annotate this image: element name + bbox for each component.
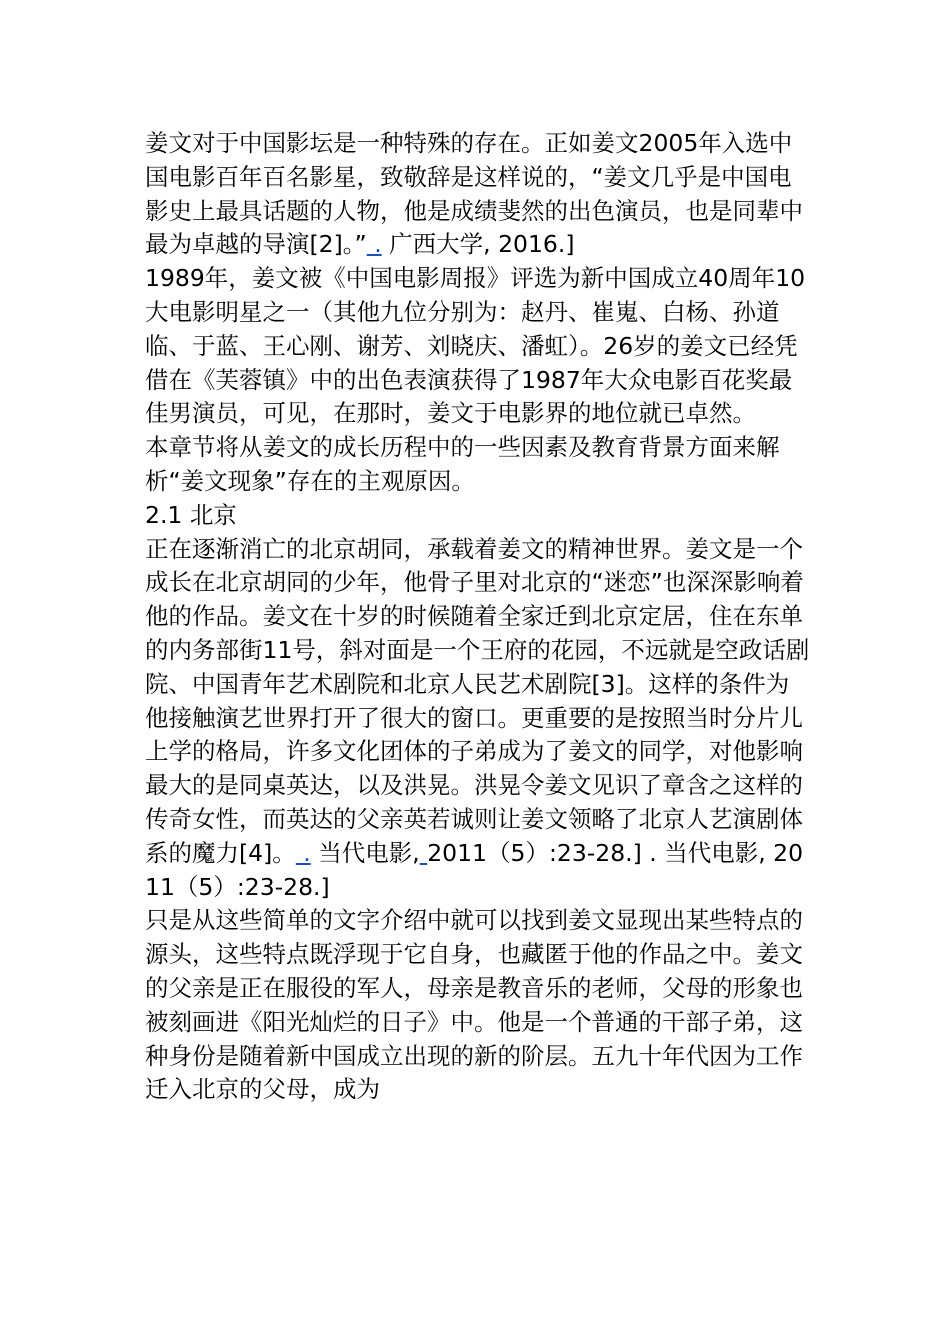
paragraph-origins-text: 只是从这些简单的文字介绍中就可以找到姜文显现出某些特点的源头，这些特点既浮现于它自身，也藏匿于他的作品之中。姜文的父亲是正在服役的军人，母亲是教音乐的老师，父母的形象也被刻画进《阳光灿烂的日子》中。他是一个普通的干部子弟，这种身份是随着新中国成立出现的新的阶层。五九十年代因为工作迁入北京的父母，成为 xyxy=(145,906,803,1104)
document-body xyxy=(145,127,810,1107)
paragraph-origins xyxy=(145,904,810,1107)
paragraph-intro xyxy=(145,127,810,262)
footnote-link-1[interactable] xyxy=(367,230,575,258)
paragraph-chapter-intro-text: 本章节将从姜文的成长历程中的一些因素及教育背景方面来解析“姜文现象”存在的主观原因。 xyxy=(145,433,780,495)
footnote-mark-2: . xyxy=(295,838,311,867)
footnote-text-3: 2011（5）:23-28.] . 当代电影, 2011（5）:23-28.] xyxy=(145,838,804,901)
paragraph-beijing-text: 正在逐渐消亡的北京胡同，承载着姜文的精神世界。姜文是一个成长在北京胡同的少年，他骨子里对北京的“迷恋”也深深影响着他的作品。姜文在十岁的时候随着全家迁到北京定居，住在东单的内务部街11号，斜对面是一个王府的花园，不远就是空政话剧院、中国青年艺术剧院和北京人民艺术剧院[3]。这样的条件为他接触演艺世界打开了很大的窗口。更重要的是按照当时分片儿上学的格局，许多文化团体的子弟成为了姜文的同学，对他影响最大的是同桌英达，以及洪晃。洪晃令姜文见识了章含之这样的传奇女性，而英达的父亲英若诚则让姜文领略了北京人艺演剧体系的魔力[4]。 xyxy=(145,534,810,867)
footnote-text-2: 当代电影, xyxy=(310,838,420,867)
paragraph-1989 xyxy=(145,262,810,431)
section-heading: 2.1 北京 xyxy=(145,500,237,529)
footnote-text-1: 广西大学, 2016.] xyxy=(381,230,575,259)
paragraph-intro-text: 姜文对于中国影坛是一种特殊的存在。正如姜文2005年入选中国电影百年百名影星，致敬辞是这样说的，“姜文几乎是中国电影史上最具话题的人物，他是成绩斐然的出色演员，也是同辈中最为卓越的导演[2]。” xyxy=(145,129,803,259)
paragraph-1989-text: 1989年，姜文被《中国电影周报》评选为新中国成立40周年10大电影明星之一（其他九位分别为：赵丹、崔嵬、白杨、孙道临、于蓝、王心刚、谢芳、刘晓庆、潘虹）。26岁的姜文已经凭借在《芙蓉镇》中的出色表演获得了1987年大众电影百花奖最佳男演员，可见，在那时，姜文于电影界的地位就已卓然。 xyxy=(145,264,806,428)
paragraph-beijing xyxy=(145,533,810,905)
footnote-mark-1: . xyxy=(366,230,382,259)
paragraph-chapter-intro xyxy=(145,431,810,499)
